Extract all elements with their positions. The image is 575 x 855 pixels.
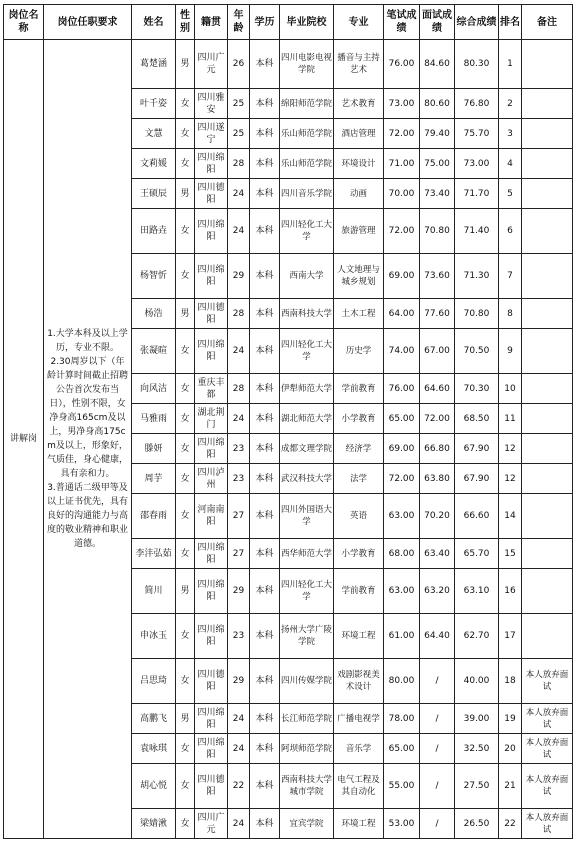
education-cell: 本科 [250, 734, 280, 764]
written-score-cell: 72.00 [384, 209, 420, 254]
gender-cell: 女 [176, 329, 195, 374]
written-score-cell: 71.00 [384, 149, 420, 179]
school-cell: 四川电影电视学院 [280, 40, 334, 89]
gender-cell: 女 [176, 539, 195, 569]
rank-cell: 12 [499, 434, 522, 464]
major-cell: 历史学 [334, 329, 384, 374]
remark-cell: 本人放弃面试 [522, 659, 573, 704]
interview-score-cell: 66.80 [420, 434, 455, 464]
rank-cell: 16 [499, 569, 522, 614]
age-cell: 29 [228, 254, 250, 299]
table-row [4, 40, 573, 89]
total-score-cell: 70.80 [455, 299, 499, 329]
age-cell: 27 [228, 494, 250, 539]
interview-score-cell: 63.20 [420, 569, 455, 614]
major-cell: 环境设计 [334, 149, 384, 179]
major-cell: 电气工程及其自动化 [334, 764, 384, 809]
gender-cell: 女 [176, 374, 195, 404]
major-cell: 人文地理与城乡规划 [334, 254, 384, 299]
rank-cell: 4 [499, 149, 522, 179]
total-score-cell: 71.40 [455, 209, 499, 254]
name-cell: 梁婧湫 [132, 809, 176, 839]
age-cell: 24 [228, 404, 250, 434]
major-cell: 广播电视学 [334, 704, 384, 734]
major-cell: 土木工程 [334, 299, 384, 329]
interview-score-cell: 73.60 [420, 254, 455, 299]
remark-cell [522, 494, 573, 539]
major-cell: 环境工程 [334, 809, 384, 839]
gender-cell: 女 [176, 209, 195, 254]
major-cell: 环境工程 [334, 614, 384, 659]
school-cell: 四川轻化工大学 [280, 569, 334, 614]
hometown-cell: 四川德阳 [195, 179, 228, 209]
rank-cell: 14 [499, 494, 522, 539]
major-cell: 英语 [334, 494, 384, 539]
hometown-cell: 重庆丰都 [195, 374, 228, 404]
interview-score-cell: 70.80 [420, 209, 455, 254]
school-cell: 湖北师范大学 [280, 404, 334, 434]
name-cell: 杨智忻 [132, 254, 176, 299]
header-written-score: 笔试成绩 [384, 5, 420, 40]
written-score-cell: 63.00 [384, 569, 420, 614]
interview-score-cell: / [420, 704, 455, 734]
remark-cell [522, 254, 573, 299]
rank-cell: 18 [499, 659, 522, 704]
education-cell: 本科 [250, 494, 280, 539]
major-cell: 动画 [334, 179, 384, 209]
rank-cell: 20 [499, 734, 522, 764]
interview-score-cell: 70.20 [420, 494, 455, 539]
name-cell: 申冰玉 [132, 614, 176, 659]
education-cell: 本科 [250, 704, 280, 734]
school-cell: 四川轻化工大学 [280, 329, 334, 374]
total-score-cell: 71.70 [455, 179, 499, 209]
age-cell: 24 [228, 179, 250, 209]
header-school: 毕业院校 [280, 5, 334, 40]
name-cell: 文莉媛 [132, 149, 176, 179]
header-education: 学历 [250, 5, 280, 40]
hometown-cell: 四川德阳 [195, 659, 228, 704]
written-score-cell: 74.00 [384, 329, 420, 374]
remark-cell [522, 209, 573, 254]
school-cell: 西华师范大学 [280, 539, 334, 569]
school-cell: 乐山师范学院 [280, 119, 334, 149]
remark-cell [522, 374, 573, 404]
rank-cell: 21 [499, 764, 522, 809]
name-cell: 邵春雨 [132, 494, 176, 539]
written-score-cell: 72.00 [384, 464, 420, 494]
major-cell: 学前教育 [334, 569, 384, 614]
total-score-cell: 67.90 [455, 464, 499, 494]
interview-score-cell: 63.80 [420, 464, 455, 494]
table-body [4, 40, 573, 839]
gender-cell: 男 [176, 179, 195, 209]
written-score-cell: 73.00 [384, 89, 420, 119]
remark-cell [522, 179, 573, 209]
school-cell: 绵阳师范学院 [280, 89, 334, 119]
total-score-cell: 76.80 [455, 89, 499, 119]
interview-score-cell: 77.60 [420, 299, 455, 329]
total-score-cell: 68.50 [455, 404, 499, 434]
total-score-cell: 71.30 [455, 254, 499, 299]
age-cell: 23 [228, 464, 250, 494]
rank-cell: 15 [499, 539, 522, 569]
interview-score-cell: 84.60 [420, 40, 455, 89]
education-cell: 本科 [250, 539, 280, 569]
education-cell: 本科 [250, 149, 280, 179]
name-cell: 马雅雨 [132, 404, 176, 434]
rank-cell: 1 [499, 40, 522, 89]
remark-cell: 本人放弃面试 [522, 704, 573, 734]
school-cell: 长江师范学院 [280, 704, 334, 734]
education-cell: 本科 [250, 809, 280, 839]
gender-cell: 女 [176, 89, 195, 119]
age-cell: 25 [228, 119, 250, 149]
interview-score-cell: 64.60 [420, 374, 455, 404]
written-score-cell: 76.00 [384, 40, 420, 89]
hometown-cell: 四川德阳 [195, 764, 228, 809]
age-cell: 23 [228, 434, 250, 464]
written-score-cell: 61.00 [384, 614, 420, 659]
name-cell: 田路垚 [132, 209, 176, 254]
name-cell: 李沣弘茹 [132, 539, 176, 569]
gender-cell: 女 [176, 494, 195, 539]
hometown-cell: 四川绵阳 [195, 614, 228, 659]
education-cell: 本科 [250, 179, 280, 209]
hometown-cell: 四川绵阳 [195, 329, 228, 374]
age-cell: 28 [228, 149, 250, 179]
age-cell: 25 [228, 89, 250, 119]
education-cell: 本科 [250, 764, 280, 809]
education-cell: 本科 [250, 374, 280, 404]
remark-cell: 本人放弃面试 [522, 809, 573, 839]
written-score-cell: 55.00 [384, 764, 420, 809]
education-cell: 本科 [250, 434, 280, 464]
remark-cell [522, 434, 573, 464]
total-score-cell: 27.50 [455, 764, 499, 809]
age-cell: 24 [228, 704, 250, 734]
major-cell: 艺术教育 [334, 89, 384, 119]
header-remark: 备注 [522, 5, 573, 40]
remark-cell [522, 119, 573, 149]
hometown-cell: 四川雅安 [195, 89, 228, 119]
interview-score-cell: 79.40 [420, 119, 455, 149]
interview-score-cell: / [420, 764, 455, 809]
education-cell: 本科 [250, 119, 280, 149]
rank-cell: 6 [499, 209, 522, 254]
header-age: 年龄 [228, 5, 250, 40]
name-cell: 杨浩 [132, 299, 176, 329]
hometown-cell: 四川广元 [195, 40, 228, 89]
gender-cell: 男 [176, 299, 195, 329]
name-cell: 滕妍 [132, 434, 176, 464]
school-cell: 四川传媒学院 [280, 659, 334, 704]
rank-cell: 9 [499, 329, 522, 374]
school-cell: 乐山师范学院 [280, 149, 334, 179]
results-table [3, 4, 573, 839]
total-score-cell: 70.30 [455, 374, 499, 404]
age-cell: 24 [228, 209, 250, 254]
requirement-item: 2.30周岁以下（年龄计算时间截止招聘公告首次发布当日），性别不限，女净身高165cm及以上，男净身高175cm及以上，形象好，气质佳，身心健康，具有亲和力。 [47, 357, 129, 479]
header-rank: 排名 [499, 5, 522, 40]
remark-cell [522, 404, 573, 434]
rank-cell: 12 [499, 464, 522, 494]
total-score-cell: 63.10 [455, 569, 499, 614]
hometown-cell: 四川遂宁 [195, 119, 228, 149]
age-cell: 24 [228, 734, 250, 764]
written-score-cell: 78.00 [384, 704, 420, 734]
interview-score-cell: 67.00 [420, 329, 455, 374]
name-cell: 胡心悦 [132, 764, 176, 809]
education-cell: 本科 [250, 329, 280, 374]
total-score-cell: 73.00 [455, 149, 499, 179]
hometown-cell: 四川绵阳 [195, 434, 228, 464]
gender-cell: 女 [176, 809, 195, 839]
header-interview-score: 面试成绩 [420, 5, 455, 40]
name-cell: 文慧 [132, 119, 176, 149]
school-cell: 西南科技大学城市学院 [280, 764, 334, 809]
education-cell: 本科 [250, 464, 280, 494]
name-cell: 向风洁 [132, 374, 176, 404]
gender-cell: 女 [176, 434, 195, 464]
requirement-item: 1.大学本科及以上学历，专业不限。 [47, 329, 128, 353]
interview-score-cell: / [420, 734, 455, 764]
total-score-cell: 40.00 [455, 659, 499, 704]
name-cell: 叶千姿 [132, 89, 176, 119]
gender-cell: 男 [176, 569, 195, 614]
hometown-cell: 四川广元 [195, 809, 228, 839]
hometown-cell: 四川绵阳 [195, 539, 228, 569]
age-cell: 24 [228, 329, 250, 374]
hometown-cell: 四川绵阳 [195, 149, 228, 179]
major-cell: 小学教育 [334, 539, 384, 569]
school-cell: 扬州大学广陵学院 [280, 614, 334, 659]
major-cell: 旅游管理 [334, 209, 384, 254]
major-cell: 酒店管理 [334, 119, 384, 149]
interview-score-cell: / [420, 659, 455, 704]
rank-cell: 5 [499, 179, 522, 209]
school-cell: 阿坝师范学院 [280, 734, 334, 764]
total-score-cell: 39.00 [455, 704, 499, 734]
education-cell: 本科 [250, 254, 280, 299]
major-cell: 播音与主持艺术 [334, 40, 384, 89]
education-cell: 本科 [250, 614, 280, 659]
remark-cell [522, 464, 573, 494]
name-cell: 吕思琦 [132, 659, 176, 704]
total-score-cell: 26.50 [455, 809, 499, 839]
hometown-cell: 四川绵阳 [195, 209, 228, 254]
remark-cell [522, 614, 573, 659]
hometown-cell: 四川绵阳 [195, 704, 228, 734]
interview-score-cell: 64.40 [420, 614, 455, 659]
total-score-cell: 67.90 [455, 434, 499, 464]
school-cell: 四川音乐学院 [280, 179, 334, 209]
rank-cell: 2 [499, 89, 522, 119]
interview-score-cell: 72.00 [420, 404, 455, 434]
written-score-cell: 72.00 [384, 119, 420, 149]
written-score-cell: 63.00 [384, 494, 420, 539]
remark-cell: 本人放弃面试 [522, 734, 573, 764]
total-score-cell: 66.60 [455, 494, 499, 539]
total-score-cell: 75.70 [455, 119, 499, 149]
written-score-cell: 69.00 [384, 434, 420, 464]
major-cell: 学前教育 [334, 374, 384, 404]
name-cell: 葛楚涵 [132, 40, 176, 89]
rank-cell: 11 [499, 404, 522, 434]
rank-cell: 7 [499, 254, 522, 299]
interview-score-cell: / [420, 809, 455, 839]
header-major: 专业 [334, 5, 384, 40]
gender-cell: 女 [176, 464, 195, 494]
written-score-cell: 68.00 [384, 539, 420, 569]
interview-score-cell: 75.00 [420, 149, 455, 179]
written-score-cell: 65.00 [384, 734, 420, 764]
remark-cell [522, 40, 573, 89]
rank-cell: 10 [499, 374, 522, 404]
rank-cell: 8 [499, 299, 522, 329]
name-cell: 袁咏琪 [132, 734, 176, 764]
written-score-cell: 69.00 [384, 254, 420, 299]
requirement-item: 3.普通话二级甲等及以上证书优先，具有良好的沟通能力与高度的敬业精神和职业道德。 [47, 483, 129, 549]
major-cell: 小学教育 [334, 404, 384, 434]
remark-cell [522, 149, 573, 179]
education-cell: 本科 [250, 659, 280, 704]
interview-score-cell: 80.60 [420, 89, 455, 119]
remark-cell [522, 299, 573, 329]
header-hometown: 籍贯 [195, 5, 228, 40]
written-score-cell: 64.00 [384, 299, 420, 329]
age-cell: 27 [228, 539, 250, 569]
school-cell: 四川轻化工大学 [280, 209, 334, 254]
hometown-cell: 四川绵阳 [195, 254, 228, 299]
major-cell: 音乐学 [334, 734, 384, 764]
hometown-cell: 河南南阳 [195, 494, 228, 539]
interview-score-cell: 63.40 [420, 539, 455, 569]
header-total-score: 综合成绩 [455, 5, 499, 40]
hometown-cell: 四川泸州 [195, 464, 228, 494]
written-score-cell: 70.00 [384, 179, 420, 209]
table-header [4, 5, 573, 40]
gender-cell: 女 [176, 404, 195, 434]
age-cell: 24 [228, 809, 250, 839]
hometown-cell: 湖北荆门 [195, 404, 228, 434]
hometown-cell: 四川绵阳 [195, 734, 228, 764]
gender-cell: 女 [176, 659, 195, 704]
age-cell: 22 [228, 764, 250, 809]
requirements-cell [44, 40, 132, 839]
age-cell: 29 [228, 569, 250, 614]
gender-cell: 男 [176, 704, 195, 734]
school-cell: 西南大学 [280, 254, 334, 299]
school-cell: 西南科技大学 [280, 299, 334, 329]
major-cell: 戏剧影视美术设计 [334, 659, 384, 704]
header-gender: 性别 [176, 5, 195, 40]
education-cell: 本科 [250, 89, 280, 119]
education-cell: 本科 [250, 209, 280, 254]
header-name: 姓名 [132, 5, 176, 40]
header-requirements: 岗位任职要求 [44, 5, 132, 40]
interview-score-cell: 73.40 [420, 179, 455, 209]
name-cell: 王硕辰 [132, 179, 176, 209]
age-cell: 26 [228, 40, 250, 89]
rank-cell: 17 [499, 614, 522, 659]
hometown-cell: 四川德阳 [195, 299, 228, 329]
written-score-cell: 65.00 [384, 404, 420, 434]
education-cell: 本科 [250, 569, 280, 614]
gender-cell: 女 [176, 734, 195, 764]
rank-cell: 19 [499, 704, 522, 734]
remark-cell: 本人放弃面试 [522, 764, 573, 809]
gender-cell: 女 [176, 614, 195, 659]
remark-cell [522, 89, 573, 119]
gender-cell: 女 [176, 254, 195, 299]
rank-cell: 22 [499, 809, 522, 839]
school-cell: 四川外国语大学 [280, 494, 334, 539]
name-cell: 简川 [132, 569, 176, 614]
education-cell: 本科 [250, 404, 280, 434]
education-cell: 本科 [250, 299, 280, 329]
rank-cell: 3 [499, 119, 522, 149]
major-cell: 法学 [334, 464, 384, 494]
hometown-cell: 四川绵阳 [195, 569, 228, 614]
total-score-cell: 70.50 [455, 329, 499, 374]
remark-cell [522, 329, 573, 374]
gender-cell: 女 [176, 149, 195, 179]
school-cell: 伊犁师范大学 [280, 374, 334, 404]
position-cell: 讲解岗 [4, 40, 44, 839]
written-score-cell: 76.00 [384, 374, 420, 404]
header-position: 岗位名称 [4, 5, 44, 40]
remark-cell [522, 539, 573, 569]
name-cell: 周芋 [132, 464, 176, 494]
school-cell: 宜宾学院 [280, 809, 334, 839]
major-cell: 经济学 [334, 434, 384, 464]
header-row [4, 5, 573, 40]
total-score-cell: 80.30 [455, 40, 499, 89]
total-score-cell: 65.70 [455, 539, 499, 569]
gender-cell: 男 [176, 40, 195, 89]
gender-cell: 女 [176, 764, 195, 809]
school-cell: 武汉科技大学 [280, 464, 334, 494]
age-cell: 29 [228, 659, 250, 704]
total-score-cell: 62.70 [455, 614, 499, 659]
age-cell: 28 [228, 374, 250, 404]
remark-cell [522, 569, 573, 614]
gender-cell: 女 [176, 119, 195, 149]
total-score-cell: 32.50 [455, 734, 499, 764]
name-cell: 高鹏飞 [132, 704, 176, 734]
written-score-cell: 80.00 [384, 659, 420, 704]
written-score-cell: 53.00 [384, 809, 420, 839]
age-cell: 23 [228, 614, 250, 659]
age-cell: 28 [228, 299, 250, 329]
name-cell: 张凝暄 [132, 329, 176, 374]
education-cell: 本科 [250, 40, 280, 89]
school-cell: 成都文理学院 [280, 434, 334, 464]
